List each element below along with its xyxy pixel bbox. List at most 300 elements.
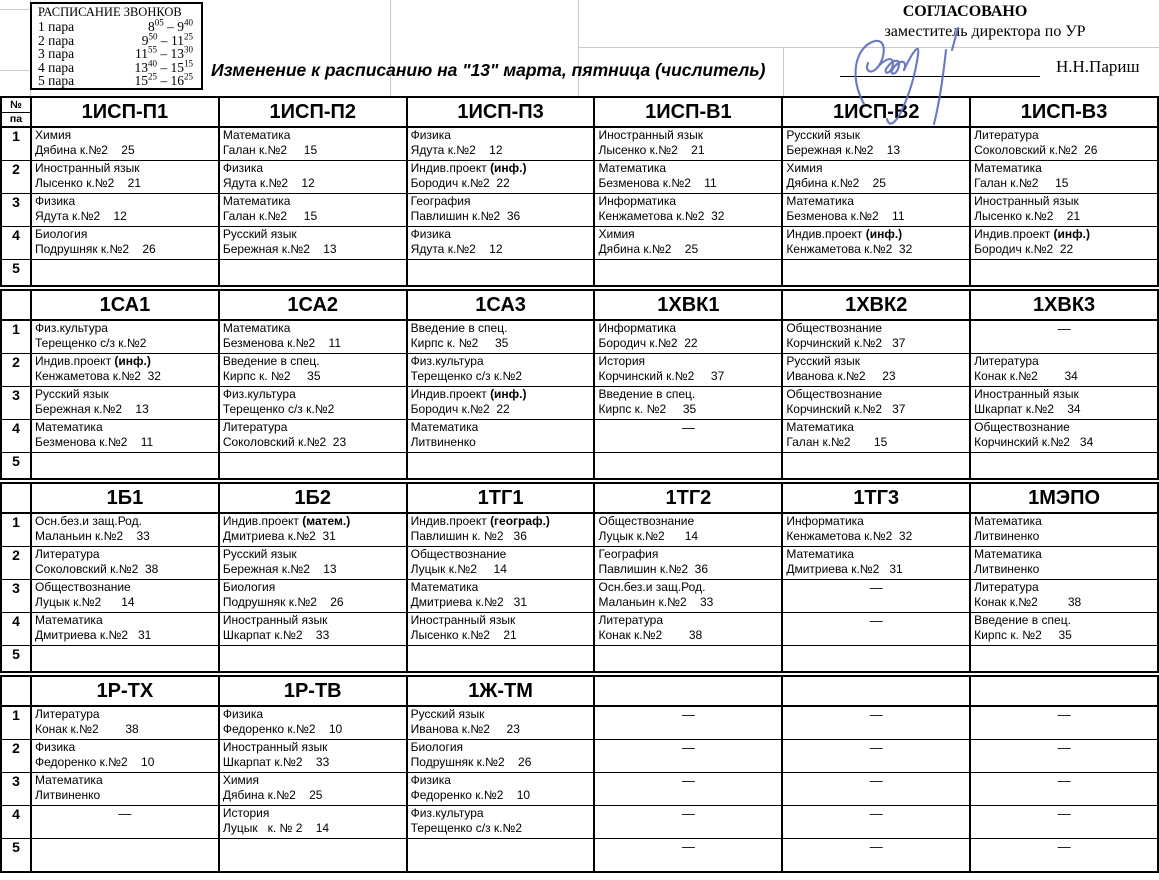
bell-row-time: $11^{55} - 13^{30}$ bbox=[135, 44, 193, 62]
lesson-teacher: Галан к.№2 15 bbox=[222, 208, 318, 223]
pair-number: 3 bbox=[1, 772, 31, 805]
lesson-subject: История bbox=[598, 353, 646, 368]
lesson-subject: Физика bbox=[410, 128, 451, 142]
lesson-subject: География bbox=[410, 193, 471, 208]
lesson-cell: — bbox=[782, 706, 970, 739]
lesson-cell bbox=[407, 772, 595, 805]
group-header bbox=[970, 676, 1158, 706]
lesson-teacher: Лысенко к.№2 21 bbox=[35, 175, 142, 190]
lesson-cell bbox=[31, 226, 219, 259]
lesson-subject: Математика bbox=[786, 193, 854, 208]
lesson-cell bbox=[407, 513, 595, 546]
lesson-subject: Физика bbox=[222, 160, 264, 175]
lesson-cell bbox=[31, 452, 219, 479]
bell-schedule-rows bbox=[32, 17, 201, 89]
lesson-cell bbox=[407, 838, 595, 872]
lesson-subject: Иностранный язык bbox=[974, 386, 1079, 401]
lesson-cell bbox=[594, 645, 782, 672]
lesson-cell bbox=[31, 513, 219, 546]
bell-row-time: $15^{25} - 16^{25}$ bbox=[134, 71, 193, 89]
lesson-subject: Физ.культура bbox=[410, 353, 484, 368]
lesson-teacher: Безменова к.№2 11 bbox=[786, 208, 905, 223]
lesson-subject: Математика bbox=[974, 160, 1042, 175]
lesson-subject: Математика bbox=[598, 160, 667, 175]
group-header: 1МЭПО bbox=[970, 483, 1158, 513]
lesson-subject: Введение в спец. bbox=[598, 386, 696, 401]
lesson-subject: Математика bbox=[974, 546, 1042, 561]
bell-schedule-box bbox=[30, 2, 203, 90]
lesson-subject: Индив.проект (инф.) bbox=[35, 353, 151, 368]
lesson-cell bbox=[219, 419, 407, 452]
lesson-cell bbox=[407, 579, 595, 612]
lesson-subject: Осн.без.и защ.Род. bbox=[35, 514, 142, 528]
lesson-subject: Физ.культура bbox=[35, 321, 108, 335]
header-area bbox=[0, 0, 1159, 96]
lesson-cell bbox=[970, 645, 1158, 672]
lesson-subject: Физика bbox=[35, 193, 76, 208]
lesson-teacher: Шкарпат к.№2 33 bbox=[222, 627, 330, 642]
lesson-subject: Обществознание bbox=[410, 546, 507, 561]
pair-number: 1 bbox=[1, 127, 31, 160]
lesson-subject: Введение в спец. bbox=[974, 612, 1071, 627]
approved-label: СОГЛАСОВАНО bbox=[902, 3, 1028, 20]
lesson-subject: Русский язык bbox=[786, 353, 861, 368]
group-header: 1ИСП-В2 bbox=[782, 97, 970, 127]
lesson-teacher: Галан к.№2 15 bbox=[222, 143, 318, 157]
lesson-cell bbox=[970, 226, 1158, 259]
lesson-teacher: Кирпс к. №2 35 bbox=[974, 627, 1072, 642]
pair-number: 2 bbox=[1, 160, 31, 193]
lesson-cell: — bbox=[782, 838, 970, 872]
lesson-cell: — bbox=[782, 739, 970, 772]
lesson-cell bbox=[31, 353, 219, 386]
lesson-teacher: Подрушняк к.№2 26 bbox=[222, 594, 344, 609]
lesson-cell bbox=[594, 353, 782, 386]
lesson-cell bbox=[407, 452, 595, 479]
group-header: 1ХВК2 bbox=[782, 290, 970, 320]
lesson-cell bbox=[594, 259, 782, 286]
lesson-teacher: Кенжаметова к.№2 32 bbox=[786, 529, 913, 543]
lesson-cell bbox=[31, 838, 219, 872]
lesson-cell bbox=[970, 386, 1158, 419]
lesson-cell bbox=[219, 772, 407, 805]
lesson-teacher: Литвиненко bbox=[974, 561, 1040, 576]
lesson-teacher: Конак к.№2 34 bbox=[974, 368, 1078, 383]
lesson-cell bbox=[219, 838, 407, 872]
lesson-cell bbox=[407, 612, 595, 645]
lesson-teacher: Галан к.№2 15 bbox=[974, 175, 1069, 190]
lesson-teacher: Федоренко к.№2 10 bbox=[410, 787, 531, 802]
lesson-subject: Иностранный язык bbox=[598, 128, 704, 142]
group-header: 1Р-ТВ bbox=[219, 676, 407, 706]
bell-row-label: 1 пара bbox=[38, 19, 75, 34]
lesson-teacher: Корчинский к.№2 37 bbox=[786, 336, 906, 350]
lesson-cell bbox=[219, 127, 407, 160]
lesson-cell bbox=[31, 160, 219, 193]
lesson-subject: Математика bbox=[35, 419, 103, 434]
lesson-cell bbox=[594, 546, 782, 579]
bell-row-time: $9^{50} - 11^{25}$ bbox=[141, 31, 193, 48]
lesson-cell bbox=[407, 127, 595, 160]
lesson-cell bbox=[31, 419, 219, 452]
lesson-subject: Русский язык bbox=[35, 386, 109, 401]
lesson-teacher: Федоренко к.№2 10 bbox=[222, 722, 343, 736]
group-header: 1СА3 bbox=[407, 290, 595, 320]
lesson-teacher: Корчинский к.№2 37 bbox=[598, 368, 725, 383]
bell-row bbox=[32, 44, 201, 62]
lesson-teacher: Лысенко к.№2 21 bbox=[598, 143, 705, 157]
lesson-cell bbox=[219, 353, 407, 386]
lesson-subject: Литература bbox=[974, 353, 1039, 368]
lesson-subject: Индив.проект (инф.) bbox=[410, 386, 527, 401]
lesson-cell: — bbox=[970, 739, 1158, 772]
lesson-subject: Математика bbox=[974, 514, 1042, 528]
lesson-teacher: Подрушняк к.№2 26 bbox=[35, 241, 156, 256]
lesson-teacher: Безменова к.№2 11 bbox=[35, 434, 154, 449]
lesson-subject: Литература bbox=[974, 579, 1039, 594]
lesson-cell: — bbox=[594, 838, 782, 872]
group-header: 1Б1 bbox=[31, 483, 219, 513]
lesson-teacher: Бережная к.№2 13 bbox=[222, 561, 337, 576]
pair-column-header bbox=[1, 97, 31, 127]
lesson-subject: Физика bbox=[410, 226, 451, 241]
lesson-teacher: Кенжаметова к.№2 32 bbox=[35, 368, 161, 383]
pair-number: 4 bbox=[1, 612, 31, 645]
lesson-subject: Химия bbox=[786, 160, 823, 175]
lesson-teacher: Павлишин к. №2 36 bbox=[410, 529, 527, 543]
pair-column-header bbox=[1, 483, 31, 513]
lesson-cell: — bbox=[594, 419, 782, 452]
lesson-cell bbox=[970, 452, 1158, 479]
lesson-teacher: Кенжаметова к.№2 32 bbox=[786, 241, 913, 256]
lesson-teacher: Павлишин к.№2 36 bbox=[598, 561, 709, 576]
lesson-teacher: Литвиненко bbox=[974, 529, 1040, 543]
lesson-subject: Биология bbox=[35, 226, 88, 241]
lesson-cell bbox=[219, 513, 407, 546]
schedule-block bbox=[0, 482, 1159, 673]
lesson-teacher: Корчинский к.№2 37 bbox=[786, 401, 906, 416]
group-header: 1СА1 bbox=[31, 290, 219, 320]
pair-number: 2 bbox=[1, 353, 31, 386]
lesson-teacher: Федоренко к.№2 10 bbox=[35, 754, 155, 769]
gridline bbox=[578, 0, 579, 96]
lesson-teacher: Ядута к.№2 12 bbox=[410, 143, 503, 157]
lesson-cell bbox=[407, 805, 595, 838]
lesson-subject: Биология bbox=[222, 579, 276, 594]
lesson-cell bbox=[407, 739, 595, 772]
lesson-cell bbox=[594, 513, 782, 546]
lesson-cell: — bbox=[594, 805, 782, 838]
pair-number: 4 bbox=[1, 226, 31, 259]
lesson-subject: Обществознание bbox=[35, 579, 131, 594]
pair-number: 5 bbox=[1, 452, 31, 479]
lesson-cell bbox=[407, 546, 595, 579]
lesson-subject: Математика bbox=[222, 128, 291, 142]
lesson-cell bbox=[407, 645, 595, 672]
lesson-subject: Математика bbox=[35, 772, 103, 787]
lesson-cell bbox=[594, 127, 782, 160]
lesson-cell bbox=[219, 160, 407, 193]
lesson-cell bbox=[31, 645, 219, 672]
lesson-cell bbox=[782, 320, 970, 353]
lesson-teacher: Безменова к.№2 11 bbox=[598, 175, 717, 190]
pair-number: 4 bbox=[1, 805, 31, 838]
lesson-cell: — bbox=[970, 706, 1158, 739]
pair-number: 2 bbox=[1, 739, 31, 772]
lesson-cell bbox=[970, 353, 1158, 386]
lesson-cell bbox=[782, 386, 970, 419]
lesson-teacher: Иванова к.№2 23 bbox=[786, 368, 896, 383]
lesson-cell: — bbox=[594, 706, 782, 739]
lesson-subject: Литература bbox=[222, 419, 288, 434]
approver-name: Н.Н.Париш bbox=[1056, 57, 1140, 76]
lesson-teacher: Луцык к.№2 14 bbox=[410, 561, 507, 576]
lesson-cell bbox=[782, 645, 970, 672]
lesson-teacher: Терещенко с/з к.№2 bbox=[410, 820, 523, 835]
lesson-cell bbox=[970, 419, 1158, 452]
lesson-teacher: Бережная к.№2 13 bbox=[786, 143, 901, 157]
pair-column-header bbox=[1, 676, 31, 706]
lesson-subject: Физ.культура bbox=[222, 386, 296, 401]
lesson-cell bbox=[31, 546, 219, 579]
group-header: 1ИСП-В3 bbox=[970, 97, 1158, 127]
group-header: 1ТГ2 bbox=[594, 483, 782, 513]
bell-row bbox=[32, 17, 201, 34]
lesson-subject: Физика bbox=[410, 772, 451, 787]
lesson-subject: Информатика bbox=[598, 193, 677, 208]
lesson-cell bbox=[407, 320, 595, 353]
lesson-cell bbox=[407, 386, 595, 419]
lesson-subject: Математика bbox=[222, 321, 291, 335]
lesson-subject: География bbox=[598, 546, 659, 561]
bell-row-time: $13^{40} - 15^{15}$ bbox=[134, 58, 193, 75]
lesson-teacher: Бережная к.№2 13 bbox=[222, 241, 337, 256]
lesson-cell bbox=[219, 226, 407, 259]
lesson-subject: Математика bbox=[222, 193, 291, 208]
lesson-subject: Химия bbox=[35, 128, 72, 142]
lesson-teacher: Кирпс к. №2 35 bbox=[410, 336, 509, 350]
lesson-subject: Русский язык bbox=[786, 128, 861, 142]
lesson-cell bbox=[31, 259, 219, 286]
lesson-cell bbox=[970, 579, 1158, 612]
gridline bbox=[0, 70, 30, 71]
lesson-teacher: Ядута к.№2 12 bbox=[222, 175, 315, 190]
group-header: 1Б2 bbox=[219, 483, 407, 513]
lesson-cell bbox=[782, 259, 970, 286]
lesson-cell bbox=[407, 259, 595, 286]
lesson-teacher: Корчинский к.№2 34 bbox=[974, 434, 1094, 449]
lesson-subject: Математика bbox=[35, 612, 103, 627]
lesson-subject: Математика bbox=[786, 546, 854, 561]
pair-number: 1 bbox=[1, 513, 31, 546]
pair-number: 5 bbox=[1, 838, 31, 872]
lesson-teacher: Терещенко с/з к.№2 bbox=[410, 368, 523, 383]
lesson-cell bbox=[31, 579, 219, 612]
lesson-teacher: Дмитриева к.№2 31 bbox=[35, 627, 152, 642]
lesson-subject: Математика bbox=[410, 419, 479, 434]
lesson-cell bbox=[219, 579, 407, 612]
lesson-subject: Русский язык bbox=[222, 546, 297, 561]
group-header: 1ТГ3 bbox=[782, 483, 970, 513]
lesson-cell bbox=[31, 612, 219, 645]
lesson-subject: Индив.проект (инф.) bbox=[974, 226, 1090, 241]
lesson-cell bbox=[219, 546, 407, 579]
lesson-teacher: Ядута к.№2 12 bbox=[410, 241, 503, 256]
pair-number: 3 bbox=[1, 579, 31, 612]
lesson-cell: — bbox=[970, 772, 1158, 805]
lesson-subject: Математика bbox=[786, 419, 854, 434]
lesson-cell bbox=[219, 645, 407, 672]
lesson-subject: Иностранный язык bbox=[410, 612, 516, 627]
lesson-teacher: Лысенко к.№2 21 bbox=[974, 208, 1081, 223]
lesson-cell: — bbox=[31, 805, 219, 838]
group-header bbox=[594, 676, 782, 706]
lesson-cell bbox=[407, 160, 595, 193]
lesson-subject: Обществознание bbox=[786, 386, 883, 401]
gridline bbox=[783, 47, 784, 96]
pair-number: 5 bbox=[1, 259, 31, 286]
lesson-subject: Осн.без.и защ.Род. bbox=[598, 579, 706, 594]
lesson-teacher: Бородич к.№2 22 bbox=[410, 175, 510, 190]
lesson-teacher: Шкарпат к.№2 33 bbox=[222, 754, 330, 769]
group-header: 1ИСП-П2 bbox=[219, 97, 407, 127]
lesson-subject: Литература bbox=[35, 707, 100, 721]
page-title: Изменение к расписанию на "13" марта, пятница (числитель) bbox=[211, 60, 766, 80]
lesson-subject: Обществознание bbox=[786, 321, 883, 335]
approver-role: заместитель директора по УР bbox=[884, 23, 1086, 40]
lesson-cell bbox=[594, 452, 782, 479]
lesson-teacher: Терещенко с/з к.№2 bbox=[222, 401, 335, 416]
lesson-subject: Иностранный язык bbox=[35, 160, 140, 175]
lesson-cell bbox=[219, 739, 407, 772]
pair-number: 3 bbox=[1, 193, 31, 226]
lesson-cell bbox=[782, 546, 970, 579]
lesson-cell bbox=[594, 612, 782, 645]
lesson-cell bbox=[219, 320, 407, 353]
lesson-subject: Литература bbox=[974, 128, 1039, 142]
lesson-cell bbox=[782, 513, 970, 546]
lesson-cell bbox=[407, 419, 595, 452]
lesson-subject: Химия bbox=[222, 772, 259, 787]
lesson-cell bbox=[782, 226, 970, 259]
lesson-cell: — bbox=[594, 739, 782, 772]
lesson-teacher: Дябина к.№2 25 bbox=[35, 143, 135, 157]
lesson-cell bbox=[31, 193, 219, 226]
pair-number: 2 bbox=[1, 546, 31, 579]
lesson-teacher: Луцык к.№2 14 bbox=[598, 529, 699, 543]
lesson-teacher: Соколовский к.№2 38 bbox=[35, 561, 159, 576]
lesson-cell bbox=[219, 193, 407, 226]
pair-header-line2: па bbox=[9, 112, 23, 125]
lesson-cell: — bbox=[970, 320, 1158, 353]
lesson-cell: — bbox=[970, 838, 1158, 872]
lesson-subject: Обществознание bbox=[598, 514, 695, 528]
lesson-subject: Индив.проект (инф.) bbox=[410, 160, 527, 175]
gridline bbox=[0, 9, 30, 10]
lesson-cell bbox=[31, 386, 219, 419]
lesson-teacher: Шкарпат к.№2 34 bbox=[974, 401, 1081, 416]
group-header: 1СА2 bbox=[219, 290, 407, 320]
timetable bbox=[0, 96, 1159, 873]
group-header: 1ИСП-В1 bbox=[594, 97, 782, 127]
lesson-subject: Русский язык bbox=[410, 707, 485, 721]
lesson-cell bbox=[594, 320, 782, 353]
lesson-teacher: Дябина к.№2 25 bbox=[786, 175, 886, 190]
lesson-cell bbox=[219, 805, 407, 838]
bell-row bbox=[32, 71, 201, 89]
lesson-teacher: Маланьин к.№2 33 bbox=[598, 594, 714, 609]
lesson-cell bbox=[970, 546, 1158, 579]
lesson-subject: Русский язык bbox=[222, 226, 297, 241]
pair-number: 4 bbox=[1, 419, 31, 452]
lesson-subject: Физика bbox=[222, 707, 264, 721]
lesson-subject: Индив.проект (матем.) bbox=[222, 514, 351, 528]
lesson-cell: — bbox=[782, 772, 970, 805]
lesson-subject: Введение в спец. bbox=[410, 321, 508, 335]
lesson-subject: Иностранный язык bbox=[222, 612, 328, 627]
lesson-subject: Математика bbox=[410, 579, 479, 594]
lesson-cell bbox=[219, 452, 407, 479]
lesson-subject: Физика bbox=[35, 739, 76, 754]
gridline bbox=[390, 0, 391, 96]
pair-column-header bbox=[1, 290, 31, 320]
lesson-teacher: Дмитриева к.№2 31 bbox=[222, 529, 336, 543]
lesson-cell bbox=[594, 386, 782, 419]
lesson-cell bbox=[407, 193, 595, 226]
lesson-teacher: Галан к.№2 15 bbox=[786, 434, 888, 449]
group-header: 1ТГ1 bbox=[407, 483, 595, 513]
bell-row-label: 5 пара bbox=[38, 73, 75, 89]
pair-number: 1 bbox=[1, 320, 31, 353]
lesson-subject: Информатика bbox=[786, 514, 864, 528]
bell-row-time: $8^{05} - 9^{40}$ bbox=[148, 17, 193, 34]
lesson-cell bbox=[782, 353, 970, 386]
lesson-cell bbox=[219, 706, 407, 739]
lesson-teacher: Терещенко с/з к.№2 bbox=[35, 336, 147, 350]
group-header: 1Р-ТХ bbox=[31, 676, 219, 706]
lesson-teacher: Подрушняк к.№2 26 bbox=[410, 754, 532, 769]
bell-row-label: 4 пара bbox=[38, 59, 75, 75]
lesson-cell bbox=[407, 226, 595, 259]
lesson-teacher: Кирпс к. №2 35 bbox=[222, 368, 321, 383]
lesson-subject: Иностранный язык bbox=[974, 193, 1079, 208]
lesson-teacher: Луцык к.№2 14 bbox=[35, 594, 135, 609]
bell-row-label: 2 пара bbox=[38, 32, 75, 48]
pair-header-line1: № bbox=[2, 99, 30, 113]
group-header: 1ХВК3 bbox=[970, 290, 1158, 320]
lesson-cell bbox=[594, 160, 782, 193]
lesson-cell bbox=[782, 452, 970, 479]
lesson-cell bbox=[31, 739, 219, 772]
lesson-cell: — bbox=[782, 805, 970, 838]
lesson-teacher: Безменова к.№2 11 bbox=[222, 336, 342, 350]
lesson-teacher: Бородич к.№2 22 bbox=[974, 241, 1074, 256]
lesson-cell bbox=[31, 772, 219, 805]
lesson-cell bbox=[594, 579, 782, 612]
lesson-subject: Биология bbox=[410, 739, 464, 754]
lesson-teacher: Дябина к.№2 25 bbox=[222, 787, 323, 802]
lesson-cell bbox=[31, 320, 219, 353]
lesson-subject: Обществознание bbox=[974, 419, 1070, 434]
lesson-cell bbox=[970, 259, 1158, 286]
group-header bbox=[782, 676, 970, 706]
lesson-cell bbox=[594, 226, 782, 259]
lesson-cell bbox=[31, 127, 219, 160]
lesson-teacher: Маланьин к.№2 33 bbox=[35, 529, 150, 543]
lesson-subject: Индив.проект (инф.) bbox=[786, 226, 903, 241]
lesson-cell bbox=[407, 706, 595, 739]
schedule-block bbox=[0, 289, 1159, 480]
